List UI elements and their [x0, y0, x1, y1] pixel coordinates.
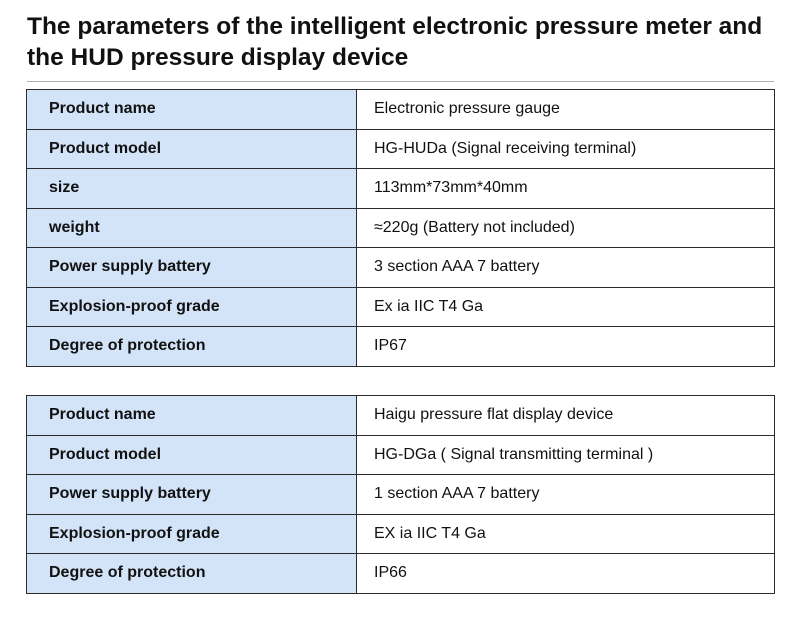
- table-row: [27, 514, 775, 554]
- spec-label: size: [27, 169, 357, 209]
- spec-label: Product model: [27, 435, 357, 475]
- spec-value: HG-DGa ( Signal transmitting terminal ): [357, 435, 775, 475]
- table-row: [27, 208, 775, 248]
- spec-label: Degree of protection: [27, 327, 357, 367]
- spec-label: Explosion-proof grade: [27, 287, 357, 327]
- table-row: [27, 475, 775, 515]
- spec-label: Explosion-proof grade: [27, 514, 357, 554]
- spec-label: Product name: [27, 396, 357, 436]
- spec-value: Haigu pressure flat display device: [357, 396, 775, 436]
- spec-value: IP67: [357, 327, 775, 367]
- spec-value: 1 section AAA 7 battery: [357, 475, 775, 515]
- pressure-gauge-spec-table: [26, 89, 775, 367]
- spec-label: weight: [27, 208, 357, 248]
- spec-label: Degree of protection: [27, 554, 357, 594]
- spec-label: Product model: [27, 129, 357, 169]
- table-row: [27, 435, 775, 475]
- spec-label: Power supply battery: [27, 475, 357, 515]
- spec-value: Electronic pressure gauge: [357, 90, 775, 130]
- table-row: [27, 129, 775, 169]
- table-row: [27, 248, 775, 288]
- page-title: The parameters of the intelligent electronic pressure meter and the HUD pressure display device: [27, 13, 763, 71]
- spec-value: IP66: [357, 554, 775, 594]
- title-divider: [27, 81, 774, 82]
- spec-value: Ex ia IIC T4 Ga: [357, 287, 775, 327]
- table-row: [27, 327, 775, 367]
- spec-label: Product name: [27, 90, 357, 130]
- display-device-spec-table: [26, 395, 775, 594]
- table-row: [27, 169, 775, 209]
- spec-value: HG-HUDa (Signal receiving terminal): [357, 129, 775, 169]
- spec-value: 113mm*73mm*40mm: [357, 169, 775, 209]
- spec-value: 3 section AAA 7 battery: [357, 248, 775, 288]
- table-row: [27, 90, 775, 130]
- table-row: [27, 287, 775, 327]
- spec-value: EX ia IIC T4 Ga: [357, 514, 775, 554]
- spec-label: Power supply battery: [27, 248, 357, 288]
- spec-value: ≈220g (Battery not included): [357, 208, 775, 248]
- table-row: [27, 396, 775, 436]
- table-row: [27, 554, 775, 594]
